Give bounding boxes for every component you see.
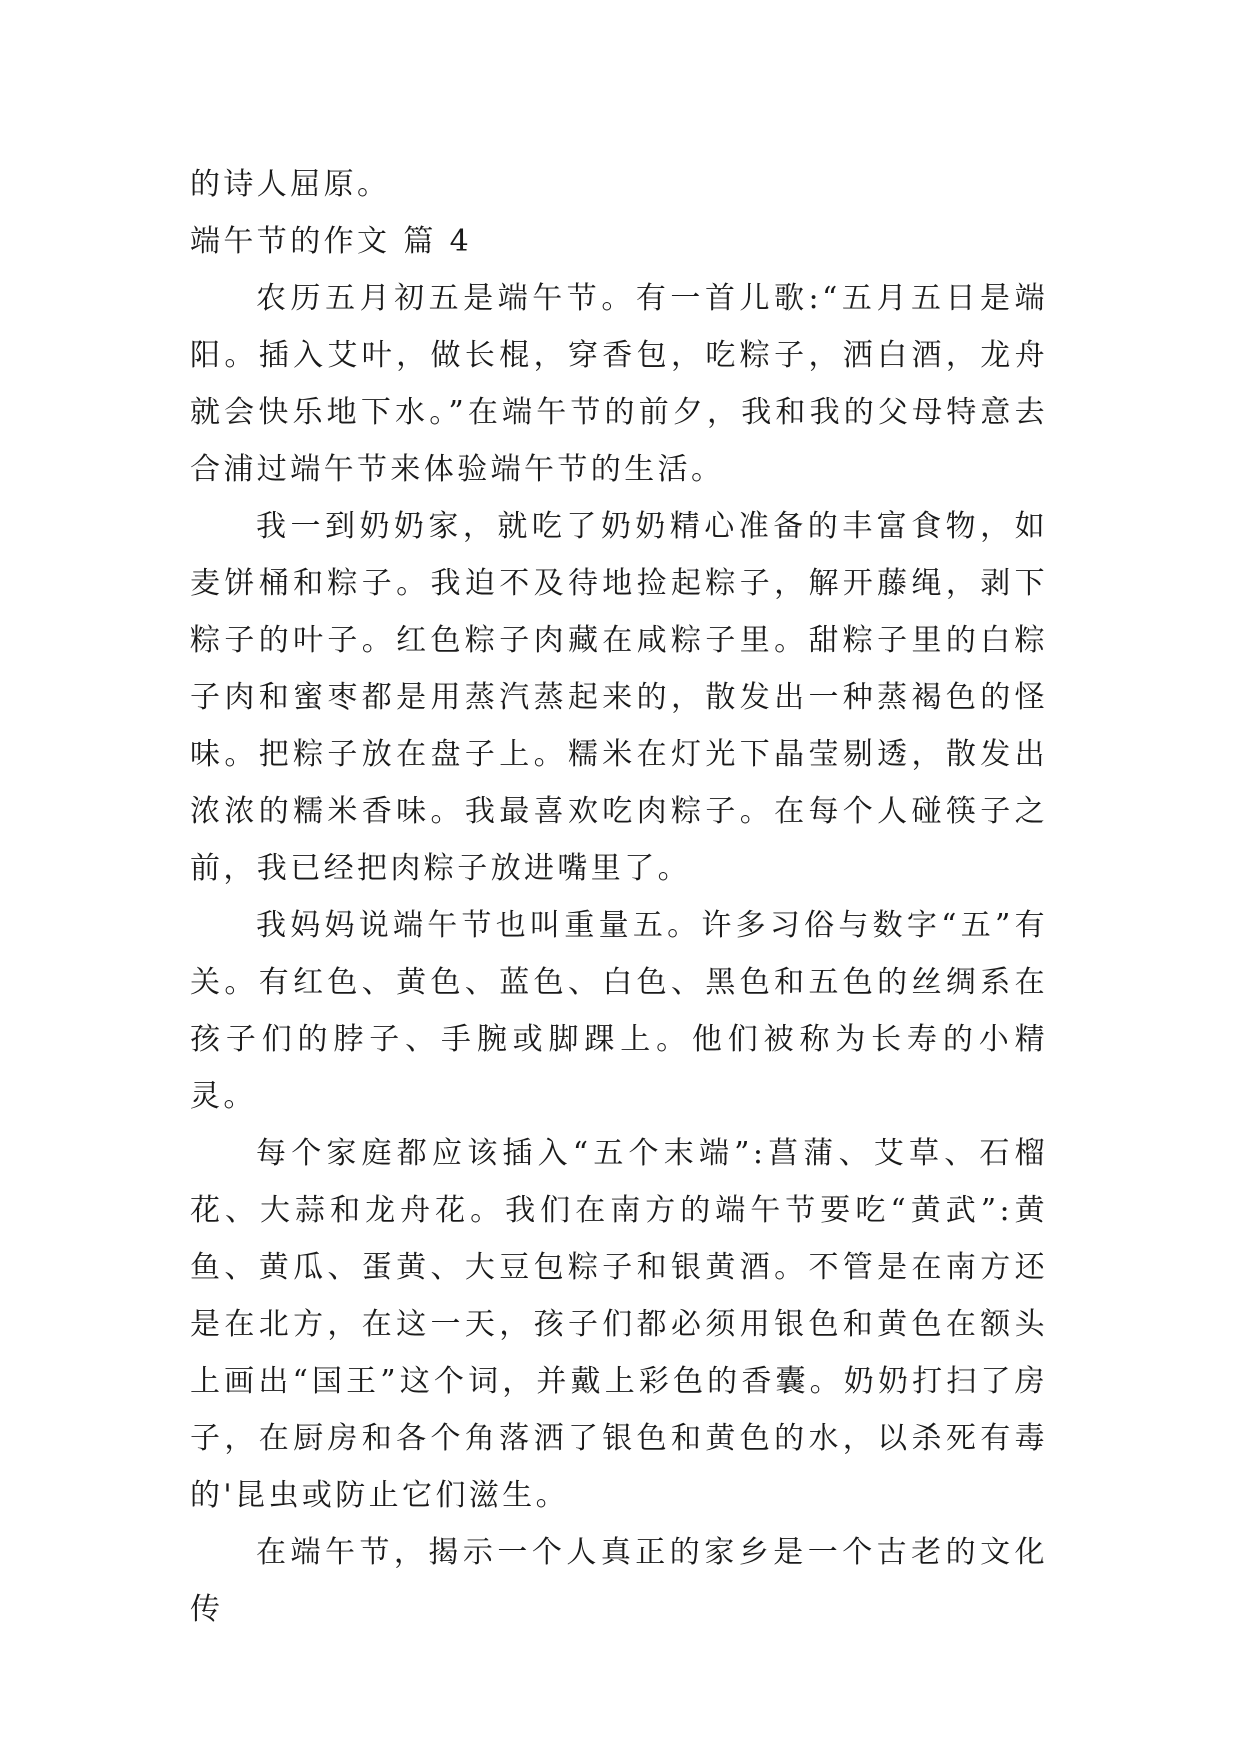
lead-line: 的诗人屈原。 (190, 167, 391, 202)
paragraph-5: 在端午节，揭示一个人真正的家乡是一个古老的文化传 (190, 1535, 1048, 1627)
paragraph-4: 每个家庭都应该插入“五个末端”:菖蒲、艾草、石榴花、大蒜和龙舟花。我们在南方的端午节要吃“黄武”:黄鱼、黄瓜、蛋黄、大豆包粽子和银黄酒。不管是在南方还是在北方，在这一天，孩子们都必须用银色和黄色在额头上画出“国王”这个词，并戴上彩色的香囊。奶奶打扫了房子，在厨房和各个角落洒了银色和黄色的水，以杀死有毒的'昆虫或防止它们滋生。 (190, 1136, 1048, 1513)
paragraph-3: 我妈妈说端午节也叫重量五。许多习俗与数字“五”有关。有红色、黄色、蓝色、白色、黑色和五色的丝绸系在孩子们的脖子、手腕或脚踝上。他们被称为长寿的小精灵。 (190, 908, 1048, 1114)
paragraph-2: 我一到奶奶家，就吃了奶奶精心准备的丰富食物，如麦饼桶和粽子。我迫不及待地捡起粽子，解开藤绳，剥下粽子的叶子。红色粽子肉藏在咸粽子里。甜粽子里的白粽子肉和蜜枣都是用蒸汽蒸起来的，散发出一种蒸褐色的怪味。把粽子放在盘子上。糯米在灯光下晶莹剔透，散发出浓浓的糯米香味。我最喜欢吃肉粽子。在每个人碰筷子之前，我已经把肉粽子放进嘴里了。 (190, 509, 1048, 886)
document-page (190, 156, 1048, 1638)
essay-heading: 端午节的作文 篇 4 (190, 224, 473, 259)
paragraph-1: 农历五月初五是端午节。有一首儿歌:“五月五日是端阳。插入艾叶，做长棍，穿香包，吃粽子，洒白酒，龙舟就会快乐地下水。”在端午节的前夕，我和我的父母特意去合浦过端午节来体验端午节的生活。 (190, 281, 1048, 487)
